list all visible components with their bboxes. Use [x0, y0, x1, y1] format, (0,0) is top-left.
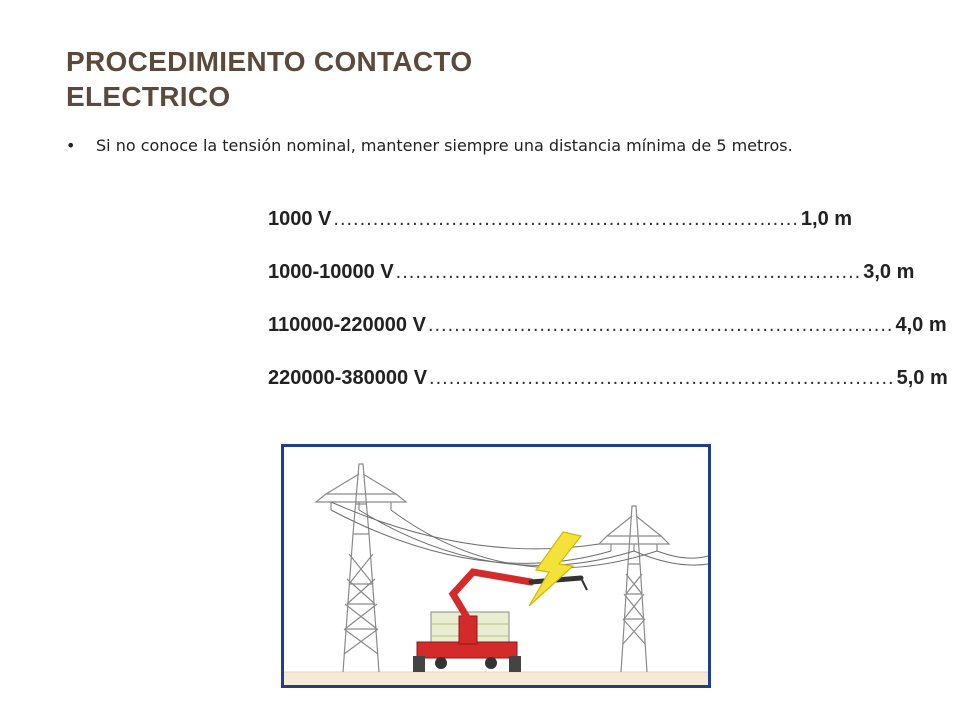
distance-value: 4,0 m — [895, 314, 947, 336]
dot-leader: ....................................................................... — [333, 208, 799, 230]
distance-value: 5,0 m — [896, 367, 948, 389]
voltage-label: 220000-380000 V — [268, 367, 428, 389]
distance-value: 3,0 m — [863, 261, 915, 283]
wheel — [485, 657, 497, 669]
dot-leader: ....................................................................... — [427, 314, 894, 336]
title-line-1: PROCEDIMIENTO CONTACTO — [66, 46, 473, 77]
bullet-item — [60, 132, 900, 159]
bullet-list — [60, 132, 900, 159]
stabilizer-right — [509, 656, 521, 672]
distance-table — [268, 208, 948, 420]
title-line-2: ELECTRICO — [66, 81, 231, 112]
voltage-label: 1000 V — [268, 208, 332, 230]
wheel — [435, 657, 447, 669]
crane-power-line-illustration — [281, 444, 711, 688]
stabilizer-left — [413, 656, 425, 672]
voltage-label: 110000-220000 V — [268, 314, 426, 336]
bullet-icon: • — [66, 136, 76, 155]
distance-row-1 — [268, 208, 853, 261]
distance-row-3 — [268, 314, 947, 367]
distance-value: 1,0 m — [800, 208, 853, 230]
distance-row-4 — [268, 367, 948, 420]
slide-title — [66, 44, 766, 114]
bullet-text: Si no conoce la tensión nominal, mantener siempre una distancia mínima de 5 metros. — [96, 136, 793, 155]
voltage-label: 1000-10000 V — [268, 261, 394, 283]
distance-row-2 — [268, 261, 915, 314]
ground — [284, 672, 708, 686]
dot-leader: ....................................................................... — [429, 367, 895, 389]
dot-leader: ....................................................................... — [395, 261, 862, 283]
